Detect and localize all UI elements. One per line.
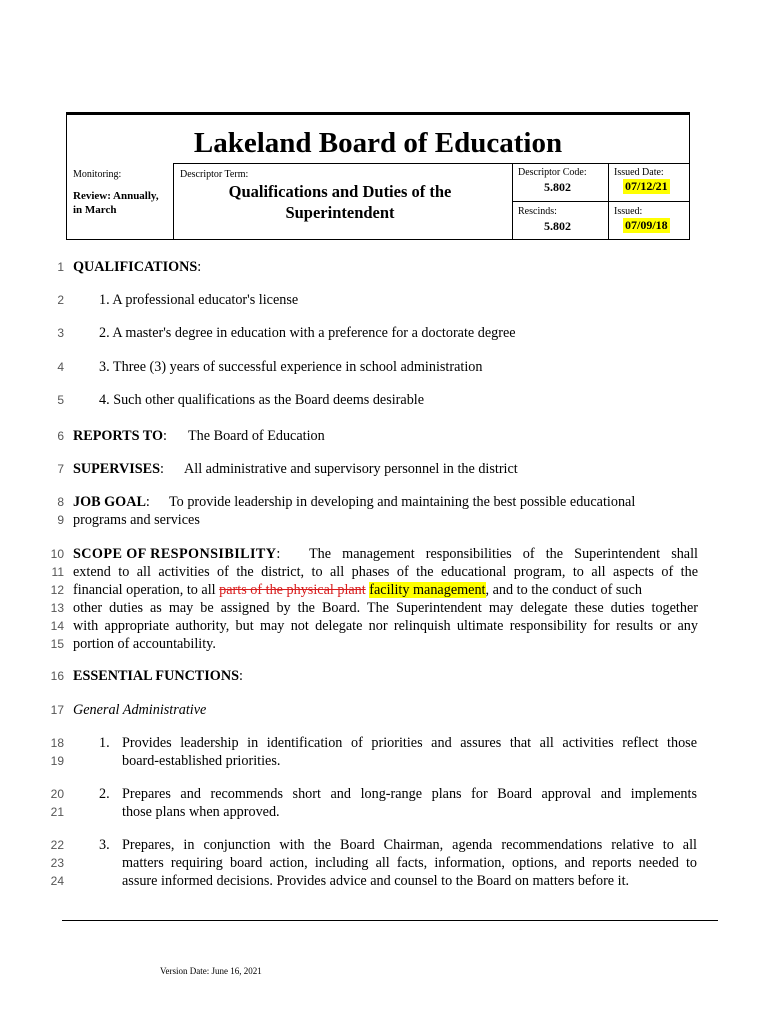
qualification-item: 3. Three (3) years of successful experience in school administration [99, 359, 483, 375]
monitoring-label: Monitoring: [73, 169, 122, 180]
scope-line4: other duties as may be assigned by the Board. The Superintendent may delegate these duties together [73, 600, 698, 616]
qualifications-heading [73, 258, 201, 276]
board-title: Lakeland Board of Education [193, 127, 563, 159]
line-number: 23 [50, 856, 64, 870]
footer-rule [62, 920, 718, 921]
function-item-line: Prepares and recommends short and long-range plans for Board approval and implements [122, 786, 697, 802]
header-col-divider-1 [173, 163, 174, 239]
line-number: 11 [51, 565, 64, 579]
essential-functions-heading: ESSENTIAL FUNCTIONS [73, 668, 239, 684]
general-administrative-subheading: General Administrative [73, 702, 207, 718]
scope-inserted-text: facility management [369, 582, 486, 598]
line-number: 16 [50, 669, 64, 683]
issued-value: 07/09/18 [625, 218, 668, 232]
header-divider-top [173, 163, 689, 164]
line-number: 1 [57, 260, 64, 274]
function-item-number: 2. [99, 786, 110, 802]
issued-label: Issued: [614, 206, 643, 217]
line-number: 2 [57, 293, 64, 307]
scope-line3-after: , and to the conduct of such [485, 582, 642, 598]
descriptor-term-label: Descriptor Term: [180, 169, 249, 180]
scope-colon: : [276, 546, 281, 562]
header-col-divider-3 [608, 163, 609, 239]
line-number: 8 [57, 495, 64, 509]
function-item-number: 1. [99, 735, 110, 751]
line-number: 24 [50, 874, 64, 888]
version-date: Version Date: June 16, 2021 [160, 966, 262, 976]
qualification-item: 1. A professional educator's license [99, 292, 299, 308]
line-number: 7 [57, 462, 64, 476]
supervises-row [73, 460, 164, 478]
monitoring-value-line1: Review: Annually, [73, 190, 159, 202]
supervises-colon: : [160, 461, 164, 477]
descriptor-code-label: Descriptor Code: [518, 167, 587, 178]
line-number: 17 [50, 703, 64, 717]
qualification-item: 4. Such other qualifications as the Board deems desirable [99, 392, 425, 408]
function-item-number: 3. [99, 837, 110, 853]
essential-functions-heading-row [73, 667, 243, 685]
function-item-line: Provides leadership in identification of priorities and assures that all activities reflect those [122, 735, 697, 751]
qualifications-colon: : [197, 259, 202, 275]
line-number: 9 [57, 513, 64, 527]
reports-to-colon: : [163, 428, 167, 444]
policy-header-box [66, 112, 690, 240]
function-item-line: assure informed decisions. Provides advice and counsel to the Board on matters before it. [122, 873, 630, 889]
job-goal-line2: programs and services [73, 512, 200, 528]
header-divider-mid [512, 201, 689, 202]
rescinds-label: Rescinds: [518, 206, 557, 217]
line-number: 3 [57, 326, 64, 340]
line-number: 4 [57, 360, 64, 374]
function-item-line: board-established priorities. [122, 753, 281, 769]
qualifications-heading-text: QUALIFICATIONS [73, 259, 198, 275]
line-number: 10 [50, 547, 64, 561]
rescinds-value: 5.802 [544, 219, 571, 233]
line-number: 21 [50, 805, 64, 819]
supervises-value: All administrative and supervisory personnel in the district [184, 461, 518, 477]
scope-line1: The management responsibilities of the Superintendent shall [309, 546, 698, 562]
job-goal-heading: JOB GOAL [73, 494, 146, 510]
monitoring-value-line2: in March [73, 204, 117, 216]
issued-date-value: 07/12/21 [625, 179, 668, 193]
descriptor-term-line2: Superintendent [285, 203, 395, 222]
scope-heading-row [73, 545, 280, 563]
line-number: 18 [50, 736, 64, 750]
descriptor-term-value [175, 181, 505, 223]
descriptor-code-value: 5.802 [544, 180, 571, 194]
header-col-divider-2 [512, 163, 513, 239]
job-goal-colon: : [145, 494, 150, 510]
function-item-line: Prepares, in conjunction with the Board Chairman, agenda recommendations relative to all [122, 837, 697, 853]
scope-line2: extend to all activities of the district, to all phases of the educational program, to all aspects of the [73, 564, 698, 580]
job-goal-row [73, 493, 150, 511]
line-number: 14 [50, 619, 64, 633]
reports-to-heading: REPORTS TO [73, 428, 164, 444]
line-number: 5 [57, 393, 64, 407]
scope-line5: with appropriate authority, but may not delegate nor relinquish ultimate responsibility for results or any [73, 618, 698, 634]
descriptor-term-line1: Qualifications and Duties of the [228, 182, 452, 201]
function-item-line: those plans when approved. [122, 804, 280, 820]
issued-date-label: Issued Date: [614, 167, 664, 178]
scope-heading: SCOPE OF RESPONSIBILITY [73, 546, 277, 562]
line-number: 12 [50, 583, 64, 597]
qualification-item: 2. A master's degree in education with a preference for a doctorate degree [99, 325, 516, 341]
line-number: 6 [57, 429, 64, 443]
line-number: 22 [50, 838, 64, 852]
line-number: 15 [50, 637, 64, 651]
scope-line3-before: financial operation, to all [73, 582, 220, 598]
job-goal-line1: To provide leadership in developing and maintaining the best possible educational [169, 494, 636, 510]
supervises-heading: SUPERVISES [73, 461, 161, 477]
reports-to-row [73, 427, 167, 445]
line-number: 19 [50, 754, 64, 768]
scope-line3 [73, 581, 698, 599]
line-number: 13 [50, 601, 64, 615]
line-number: 20 [50, 787, 64, 801]
function-item-line: matters requiring board action, including all facts, information, options, and reports needed to [122, 855, 697, 871]
reports-to-value: The Board of Education [188, 428, 325, 444]
scope-line6: portion of accountability. [73, 636, 216, 652]
scope-deleted-text: parts of the physical plant [219, 582, 366, 598]
essential-functions-colon: : [238, 668, 243, 684]
